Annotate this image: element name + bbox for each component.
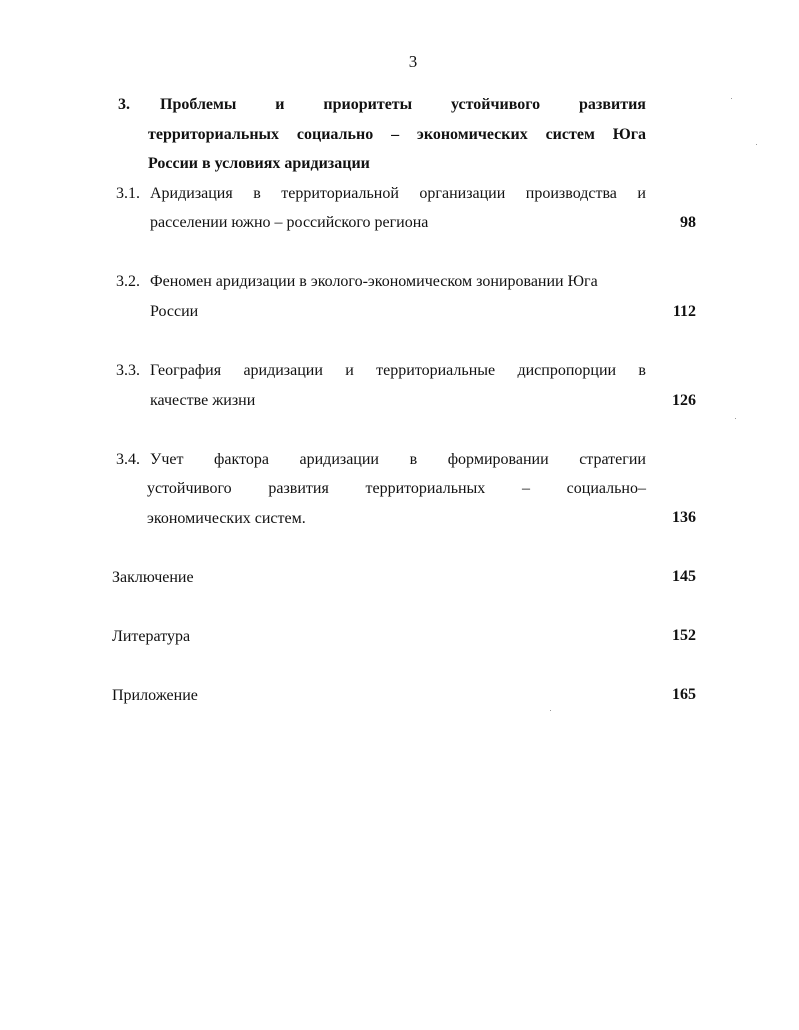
section-title-word: стратегии (579, 451, 646, 468)
section-title-word: в (253, 185, 261, 202)
scan-speck (756, 144, 757, 145)
section-title-word: аридизации (243, 362, 323, 379)
section-title-word: территориальные (376, 362, 496, 379)
section-page-number: 98 (680, 214, 696, 231)
section-title-word: Аридизация (150, 185, 233, 202)
chapter-title-line-1 (160, 96, 646, 114)
scan-speck (735, 418, 736, 419)
section-title-line-3: экономических систем. (147, 510, 306, 527)
page-number: 3 (408, 52, 418, 71)
chapter-title-word: – (391, 126, 400, 143)
section-title-line-2: расселении южно – российского региона (150, 214, 429, 231)
chapter-title-line-3: России в условиях аридизации (148, 155, 370, 172)
section-title-line-1 (150, 185, 646, 203)
chapter-title-word: экономических (416, 126, 528, 143)
section-title-word: и (637, 185, 646, 202)
section-page-number: 136 (672, 509, 696, 526)
section-title-word: диспропорции (517, 362, 617, 379)
chapter-title-word: территориальных (148, 126, 280, 143)
section-number: 3.1. (116, 185, 140, 202)
section-page-number: 126 (672, 392, 696, 409)
chapter-title-word: приоритеты (323, 96, 413, 113)
section-title-word: территориальной (281, 185, 399, 202)
section-title-word: социально– (566, 480, 646, 497)
section-title-word: развития (268, 480, 329, 497)
section-number: 3.3. (116, 362, 140, 379)
section-title-line-2: качестве жизни (150, 392, 256, 409)
section-title-word: География (150, 362, 222, 379)
scan-speck (731, 98, 732, 99)
section-title-word: территориальных (365, 480, 486, 497)
section-title-word: организации (419, 185, 506, 202)
chapter-title-word: устойчивого (451, 96, 541, 113)
scan-speck (550, 710, 551, 711)
section-page-number: 112 (672, 303, 696, 320)
toc-page-number: 152 (672, 627, 696, 644)
toc-entry-conclusion: Заключение (112, 569, 194, 586)
section-title-word: аридизации (299, 451, 379, 468)
section-title-word: в (409, 451, 418, 468)
section-title-word: в (638, 362, 646, 379)
section-title-line-2: России (150, 303, 199, 320)
section-number: 3.2. (116, 273, 140, 290)
section-title-line-1: Феномен аридизации в эколого-экономическом зонировании Юга (150, 273, 598, 290)
chapter-title-word: развития (579, 96, 646, 113)
chapter-title-line-2 (148, 126, 646, 144)
section-number: 3.4. (116, 451, 140, 468)
section-title-word: – (521, 480, 530, 497)
section-title-line-1 (150, 451, 646, 469)
section-title-word: и (345, 362, 354, 379)
chapter-title-word: социально (296, 126, 374, 143)
chapter-title-word: систем (545, 126, 595, 143)
section-title-line-2 (147, 480, 646, 498)
section-title-word: Учет (150, 451, 184, 468)
section-title-word: устойчивого (147, 480, 232, 497)
toc-entry-appendix: Приложение (112, 687, 198, 704)
chapter-title-word: и (275, 96, 285, 113)
section-title-word: производства (525, 185, 617, 202)
section-title-word: фактора (214, 451, 269, 468)
chapter-title-word: Юга (612, 126, 646, 143)
toc-entry-literature: Литература (112, 628, 191, 645)
section-title-line-1 (150, 362, 646, 380)
chapter-title-word: Проблемы (160, 96, 237, 113)
toc-page-number: 145 (672, 568, 696, 585)
section-title-word: формировании (447, 451, 549, 468)
toc-page-number: 165 (672, 686, 696, 703)
chapter-number: 3. (118, 96, 130, 113)
